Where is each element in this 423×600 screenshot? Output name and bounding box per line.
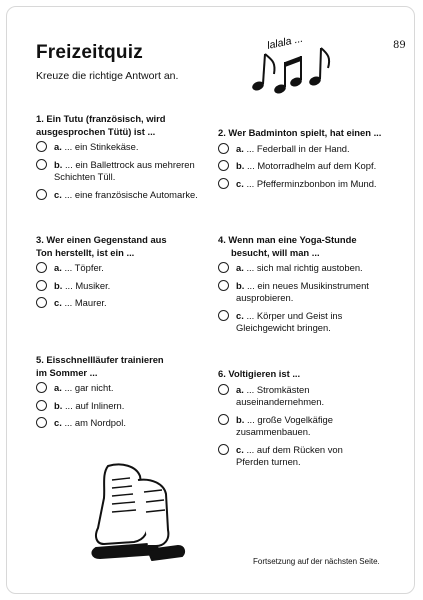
answer-option-a[interactable]: a. ... ein Stinkekäse. — [36, 141, 206, 154]
question-5 — [36, 354, 206, 435]
checkbox-circle[interactable] — [218, 143, 229, 154]
checkbox-circle[interactable] — [218, 414, 229, 425]
question-text: 5. Eisschnellläufer trainieren im Sommer ... — [36, 354, 164, 378]
double-note-icon — [273, 56, 303, 95]
answer-option-a[interactable]: a. ... sich mal richtig austoben. — [218, 262, 403, 275]
answer-option-b[interactable]: b. ... Musiker. — [36, 280, 206, 293]
continuation-note: Fortsetzung auf der nächsten Seite. — [253, 557, 380, 566]
page-number: 89 — [393, 40, 406, 51]
answer-option-a[interactable]: a. ... Stromkästen auseinandernehmen. — [218, 384, 403, 409]
answer-option-c[interactable]: c. ... am Nordpol. — [36, 417, 206, 430]
question-4 — [218, 234, 403, 340]
ice-skates-illustration — [78, 458, 188, 568]
answer-option-b[interactable]: b. ... ein neues Musikinstrument ausprobieren. — [218, 280, 403, 305]
answer-option-b[interactable]: b. ... Motorradhelm auf dem Kopf. — [218, 160, 403, 173]
checkbox-circle[interactable] — [218, 280, 229, 291]
question-text: 1. Ein Tutu (französisch, wird ausgesprochen Tütü) ist ... — [36, 113, 166, 137]
checkbox-circle[interactable] — [36, 159, 47, 170]
checkbox-circle[interactable] — [36, 262, 47, 273]
checkbox-circle[interactable] — [218, 160, 229, 171]
answer-option-c[interactable]: c. ... Pfefferminzbonbon im Mund. — [218, 178, 403, 191]
checkbox-circle[interactable] — [218, 262, 229, 273]
music-note-icon — [308, 48, 329, 87]
checkbox-circle[interactable] — [218, 310, 229, 321]
question-1 — [36, 113, 206, 206]
checkbox-circle[interactable] — [36, 417, 47, 428]
answer-option-a[interactable]: a. ... Töpfer. — [36, 262, 206, 275]
question-text: 4. Wenn man eine Yoga-Stunde besucht, will man ... — [218, 234, 357, 258]
answer-option-b[interactable]: b. ... große Vogelkäfige zusammenbauen. — [218, 414, 403, 439]
instructions: Kreuze die richtige Antwort an. — [36, 70, 179, 82]
question-2 — [218, 127, 403, 195]
checkbox-circle[interactable] — [36, 141, 47, 152]
lalala-text: lalala ... — [266, 32, 305, 52]
music-note-icon — [251, 54, 275, 92]
answer-option-a[interactable]: a. ... Federball in der Hand. — [218, 143, 403, 156]
checkbox-circle[interactable] — [36, 297, 47, 308]
checkbox-circle[interactable] — [218, 384, 229, 395]
question-text: 6. Voltigieren ist ... — [218, 368, 301, 379]
checkbox-circle[interactable] — [36, 280, 47, 291]
page-title: Freizeitquiz — [36, 42, 143, 63]
checkbox-circle[interactable] — [218, 178, 229, 189]
answer-option-c[interactable]: c. ... Körper und Geist ins Gleichgewicht bringen. — [218, 310, 403, 335]
checkbox-circle[interactable] — [218, 444, 229, 455]
question-6 — [218, 368, 403, 474]
answer-option-c[interactable]: c. ... Maurer. — [36, 297, 206, 310]
question-3 — [36, 234, 206, 315]
answer-option-a[interactable]: a. ... gar nicht. — [36, 382, 206, 395]
answer-option-b[interactable]: b. ... auf Inlinern. — [36, 400, 206, 413]
question-text: 3. Wer einen Gegenstand aus Ton herstellt, ist ein ... — [36, 234, 167, 258]
question-text: 2. Wer Badminton spielt, hat einen ... — [218, 127, 382, 138]
answer-option-c[interactable]: c. ... eine französische Automarke. — [36, 189, 206, 202]
checkbox-circle[interactable] — [36, 400, 47, 411]
answer-option-b[interactable]: b. ... ein Ballettrock aus mehreren Schichten Tüll. — [36, 159, 206, 184]
answer-option-c[interactable]: c. ... auf dem Rücken von Pferden turnen. — [218, 444, 403, 469]
checkbox-circle[interactable] — [36, 382, 47, 393]
music-notes-illustration — [248, 32, 332, 98]
checkbox-circle[interactable] — [36, 189, 47, 200]
